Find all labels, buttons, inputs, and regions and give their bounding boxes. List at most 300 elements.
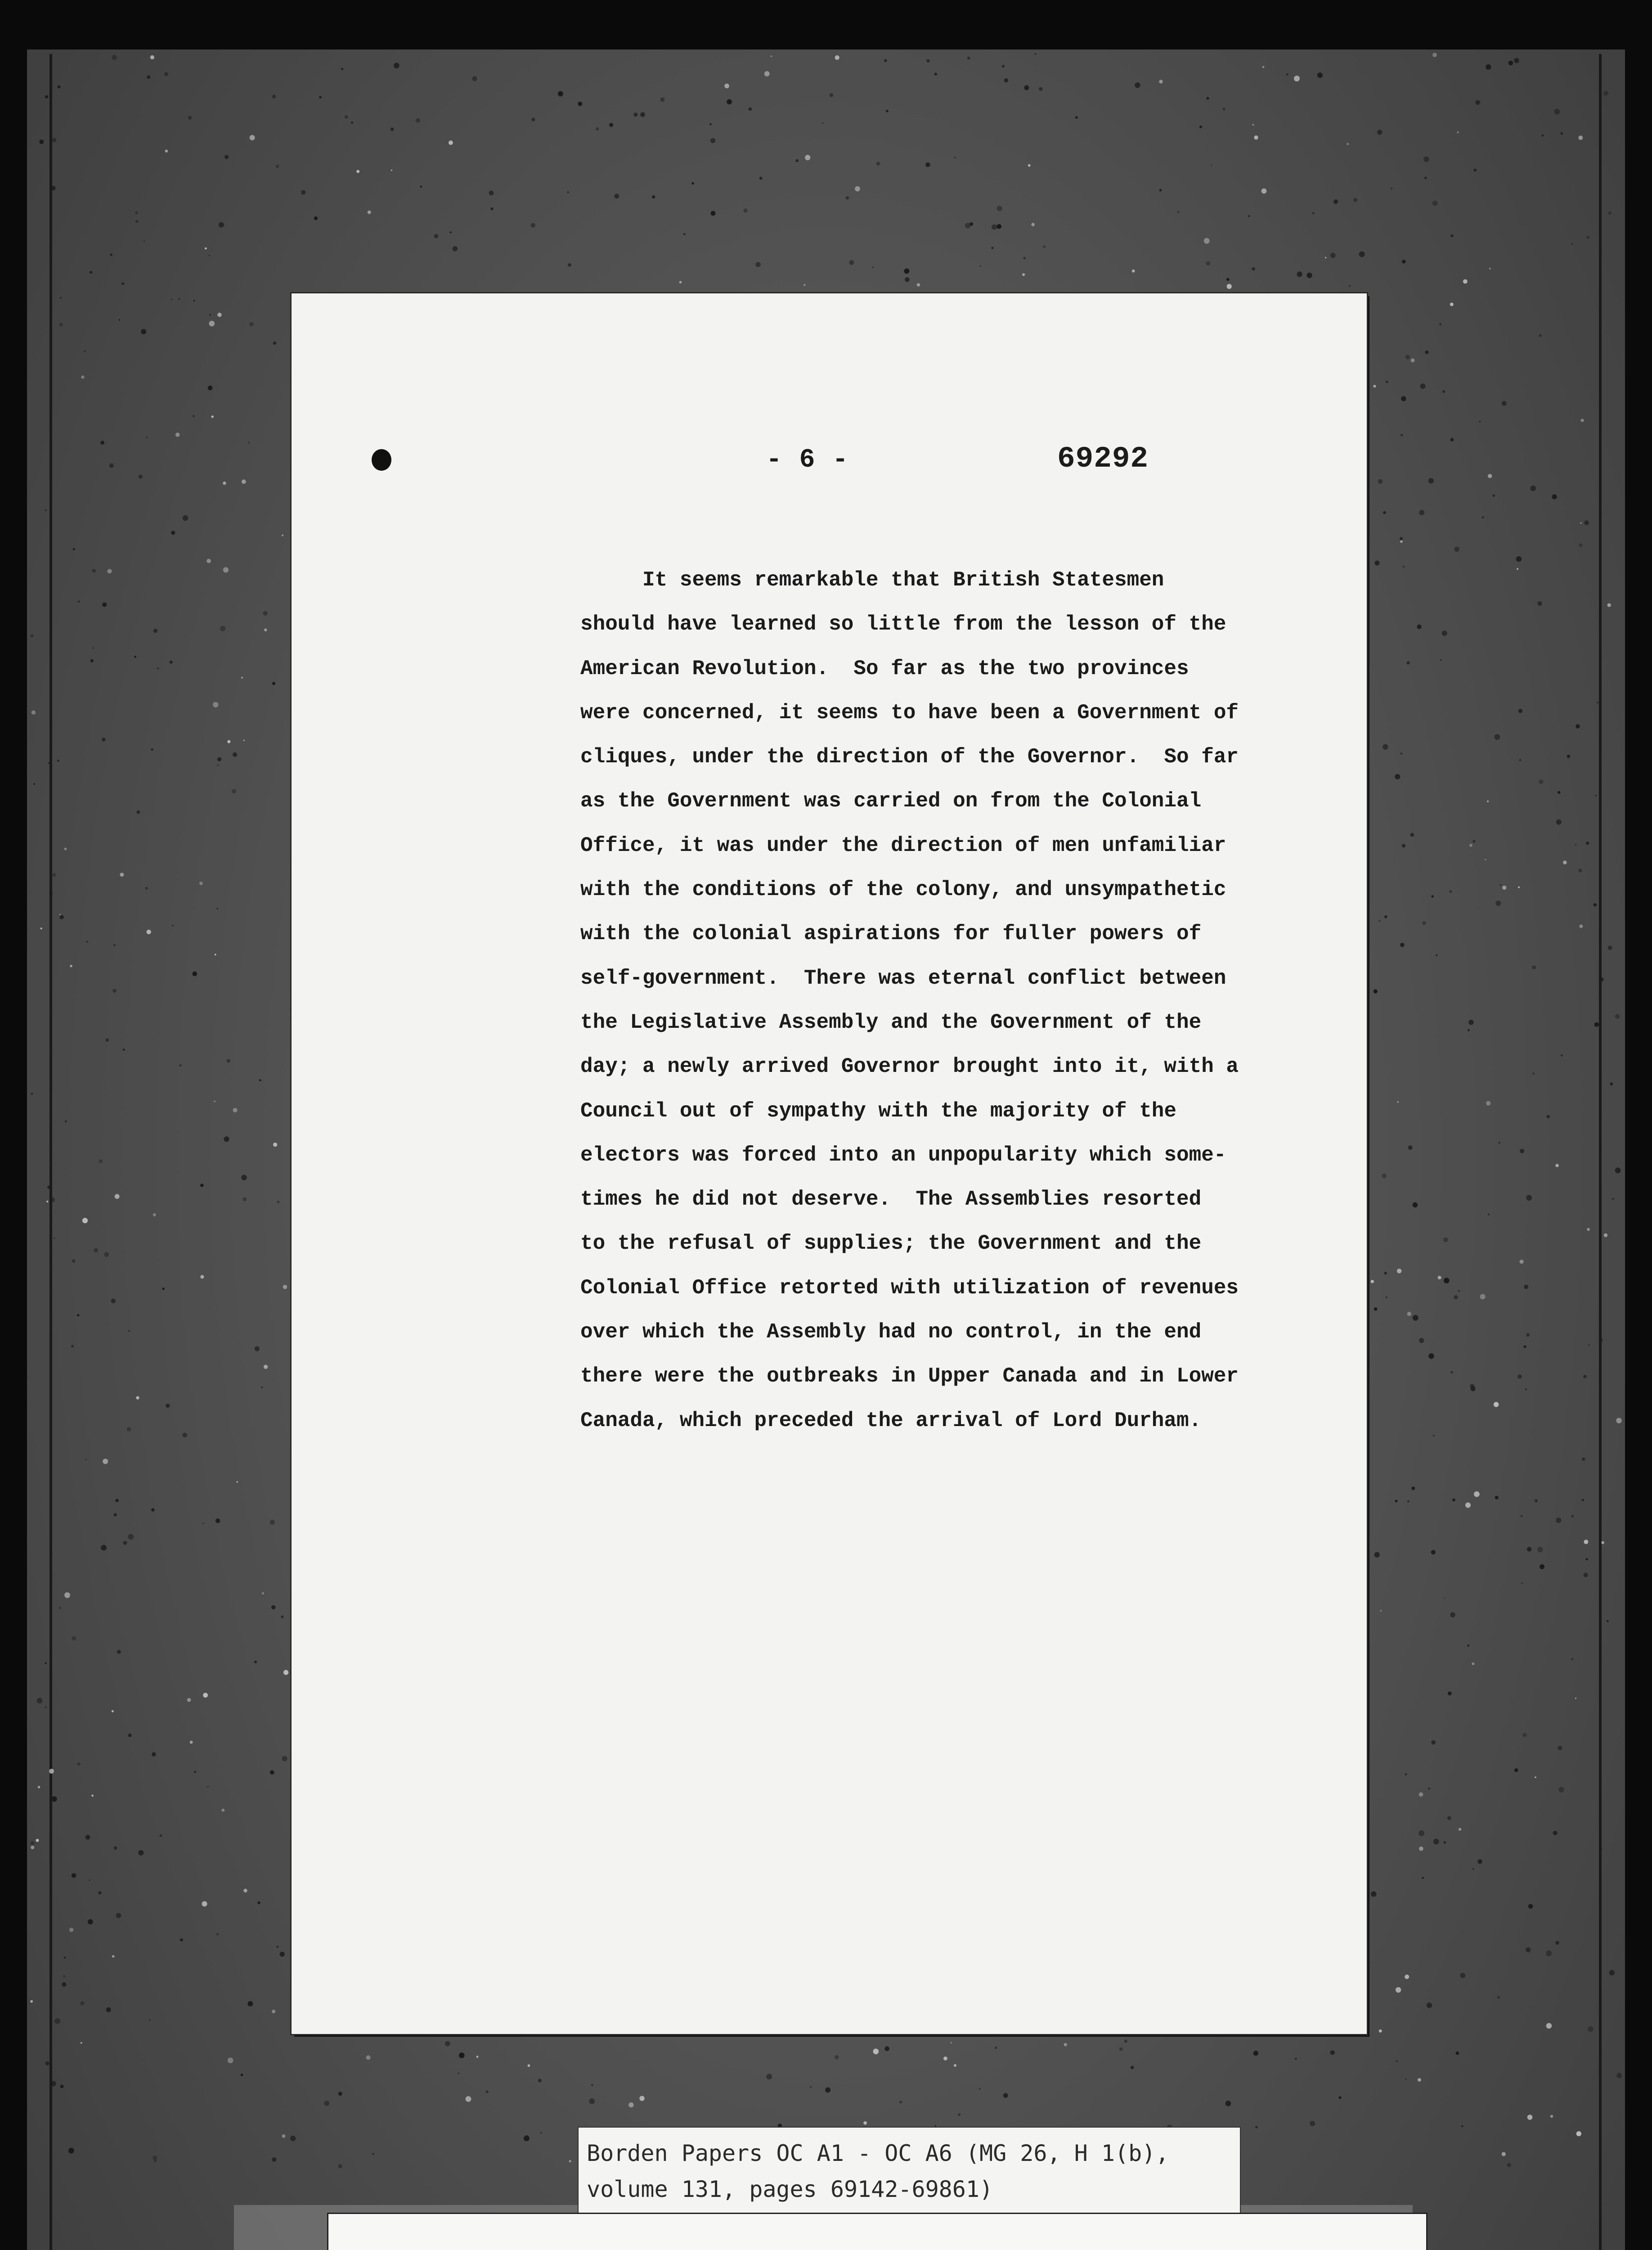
- film-speck: [958, 2113, 961, 2116]
- text-line: times he did not deserve. The Assemblies resorted: [580, 1188, 1202, 1211]
- film-speck: [1024, 257, 1026, 259]
- film-speck: [1454, 547, 1459, 552]
- film-speck: [873, 2049, 879, 2055]
- film-speck: [835, 55, 839, 60]
- film-speck: [99, 1891, 102, 1894]
- film-speck: [1588, 2026, 1594, 2032]
- film-speck: [290, 2136, 296, 2141]
- film-speck: [51, 186, 55, 190]
- film-speck: [899, 2101, 902, 2103]
- film-speck: [1035, 53, 1036, 54]
- film-speck: [221, 1809, 224, 1812]
- film-speck: [1586, 1558, 1588, 1560]
- film-speck: [1502, 886, 1506, 890]
- film-speck: [1312, 212, 1315, 214]
- film-speck: [324, 2101, 329, 2106]
- film-speck: [128, 1330, 130, 1332]
- film-speck: [217, 757, 221, 761]
- film-speck: [1499, 884, 1502, 886]
- film-speck: [1516, 556, 1522, 562]
- film-speck: [128, 1534, 134, 1540]
- film-speck: [872, 266, 874, 268]
- film-speck: [223, 482, 226, 485]
- film-speck: [1371, 1891, 1376, 1897]
- film-speck: [905, 277, 910, 282]
- film-speck: [992, 224, 997, 230]
- film-speck: [1310, 2121, 1315, 2126]
- film-speck: [1119, 2048, 1123, 2051]
- film-speck: [107, 569, 112, 573]
- film-speck: [965, 223, 970, 228]
- film-speck: [1401, 434, 1403, 436]
- film-speck: [180, 1064, 181, 1066]
- film-speck: [450, 231, 452, 233]
- film-speck: [1397, 1269, 1401, 1273]
- film-speck: [261, 1386, 263, 1389]
- film-speck: [154, 2160, 156, 2162]
- film-speck: [40, 927, 42, 929]
- film-speck: [1248, 215, 1250, 217]
- film-speck: [92, 569, 96, 573]
- film-speck: [314, 216, 318, 220]
- film-speck: [1419, 510, 1424, 515]
- film-speck: [1407, 661, 1410, 664]
- film-speck: [1486, 1101, 1490, 1106]
- film-speck: [1199, 126, 1202, 128]
- film-speck: [356, 170, 359, 173]
- film-speck: [1595, 795, 1597, 796]
- folio-stamp-number: 69292: [1057, 442, 1149, 476]
- film-speck: [1419, 1846, 1423, 1851]
- film-speck: [1330, 253, 1336, 258]
- film-speck: [1584, 520, 1589, 525]
- film-speck: [1408, 1145, 1413, 1150]
- film-speck: [796, 159, 799, 162]
- film-speck: [1578, 135, 1583, 140]
- film-speck: [213, 702, 218, 707]
- film-speck: [1419, 1830, 1424, 1836]
- film-speck: [220, 626, 225, 631]
- film-speck: [203, 1693, 208, 1698]
- film-speck: [1608, 945, 1612, 950]
- film-speck: [1571, 1658, 1573, 1660]
- film-speck: [1615, 1014, 1620, 1019]
- film-speck: [935, 2125, 937, 2127]
- film-speck: [445, 2041, 450, 2047]
- film-speck: [589, 2098, 595, 2104]
- film-speck: [1450, 438, 1454, 441]
- film-speck: [37, 1698, 42, 1703]
- film-speck: [391, 170, 392, 171]
- film-speck: [954, 2064, 956, 2067]
- film-speck: [1436, 954, 1437, 956]
- film-speck: [1252, 124, 1254, 126]
- film-speck: [277, 1201, 279, 1203]
- film-speck: [1400, 540, 1403, 543]
- film-speck: [476, 2056, 479, 2058]
- film-speck: [1563, 860, 1567, 864]
- film-speck: [137, 810, 140, 814]
- film-speck: [1444, 1278, 1450, 1283]
- film-speck: [301, 190, 305, 194]
- film-speck: [104, 1252, 109, 1257]
- film-speck: [64, 1957, 66, 1959]
- film-speck: [1227, 284, 1232, 289]
- film-speck: [967, 57, 970, 60]
- film-speck: [110, 253, 112, 256]
- film-speck: [128, 1733, 132, 1737]
- film-speck: [855, 186, 860, 192]
- film-speck: [615, 194, 620, 199]
- film-speck: [531, 223, 535, 228]
- film-speck: [351, 122, 353, 124]
- film-speck: [1539, 779, 1543, 784]
- film-speck: [1432, 201, 1438, 206]
- film-speck: [1438, 1276, 1441, 1279]
- film-speck: [1558, 791, 1560, 794]
- film-speck: [153, 1213, 156, 1216]
- film-speck: [926, 59, 929, 63]
- film-speck: [135, 220, 139, 223]
- film-speck: [171, 299, 172, 300]
- text-line: American Revolution. So far as the two provinces: [580, 657, 1189, 680]
- film-speck: [1468, 1029, 1470, 1032]
- film-speck: [45, 1706, 47, 1708]
- film-speck: [1261, 189, 1267, 194]
- film-speck: [248, 2001, 253, 2007]
- film-speck: [50, 1197, 55, 1202]
- film-speck: [1567, 755, 1570, 758]
- film-speck: [1386, 1296, 1387, 1298]
- film-speck: [283, 1285, 287, 1289]
- film-speck: [1349, 285, 1351, 287]
- film-speck: [31, 711, 36, 715]
- film-speck: [1461, 2125, 1463, 2127]
- film-speck: [338, 2164, 342, 2168]
- film-speck: [106, 2007, 111, 2012]
- film-speck: [272, 2010, 275, 2013]
- film-speck: [232, 789, 236, 793]
- text-line: cliques, under the direction of the Governor. So far: [580, 745, 1239, 769]
- film-speck: [1456, 2052, 1459, 2055]
- text-line: Canada, which preceded the arrival of Lord Durham.: [580, 1408, 1202, 1432]
- film-speck: [1419, 1338, 1424, 1343]
- film-speck: [52, 138, 57, 142]
- film-speck: [1411, 358, 1415, 362]
- film-speck: [472, 76, 477, 81]
- film-speck: [1333, 199, 1338, 204]
- film-speck: [1439, 323, 1441, 325]
- film-speck: [1558, 1746, 1562, 1750]
- film-speck: [112, 989, 117, 993]
- film-speck: [1576, 2131, 1581, 2136]
- text-line: with the conditions of the colony, and unsympathetic: [580, 878, 1226, 902]
- film-speck: [1615, 1168, 1621, 1174]
- film-speck: [679, 281, 682, 284]
- film-speck: [528, 2064, 530, 2067]
- film-speck: [1586, 236, 1589, 239]
- film-speck: [136, 1396, 139, 1400]
- film-speck: [117, 1650, 121, 1654]
- film-speck: [1508, 61, 1513, 65]
- film-speck: [1374, 561, 1379, 566]
- film-speck: [1286, 73, 1288, 75]
- film-speck: [193, 415, 195, 417]
- film-speck: [202, 1523, 204, 1525]
- film-speck: [1226, 2101, 1231, 2106]
- film-speck: [980, 266, 981, 267]
- film-speck: [112, 55, 117, 60]
- film-speck: [1402, 260, 1405, 263]
- film-speck: [886, 110, 889, 112]
- film-speck: [884, 2046, 889, 2051]
- film-speck: [1402, 844, 1405, 847]
- film-speck: [1384, 915, 1387, 918]
- film-speck: [1537, 1547, 1543, 1552]
- film-speck: [233, 752, 237, 757]
- film-speck: [596, 127, 599, 130]
- film-speck: [995, 2047, 997, 2049]
- film-speck: [153, 2156, 157, 2160]
- film-speck: [1253, 2051, 1258, 2056]
- film-speck: [1377, 130, 1382, 135]
- film-speck: [77, 1314, 79, 1316]
- film-speck: [950, 2042, 952, 2044]
- film-speck: [92, 647, 94, 649]
- film-speck: [1418, 2078, 1421, 2082]
- film-speck: [77, 1762, 81, 1766]
- film-speck: [39, 140, 44, 144]
- film-speck: [1494, 1402, 1499, 1407]
- film-speck: [1159, 80, 1163, 83]
- film-speck: [1520, 1149, 1524, 1153]
- film-speck: [1458, 1290, 1460, 1292]
- film-speck: [90, 271, 92, 274]
- film-speck: [138, 1850, 144, 1855]
- film-speck: [209, 255, 210, 256]
- film-speck: [1527, 2115, 1533, 2120]
- film-speck: [524, 2135, 530, 2141]
- film-speck: [943, 2056, 947, 2061]
- film-speck: [1473, 169, 1477, 172]
- film-speck: [255, 1346, 260, 1351]
- film-speck: [876, 162, 880, 166]
- text-line: with the colonial aspirations for fuller powers of: [580, 922, 1202, 946]
- film-speck: [1586, 842, 1589, 845]
- film-speck: [69, 1928, 73, 1932]
- film-speck: [257, 1901, 260, 1904]
- film-speck: [1422, 921, 1426, 925]
- film-speck: [683, 233, 685, 235]
- film-speck: [1599, 1338, 1603, 1342]
- film-speck: [1532, 1072, 1535, 1075]
- film-speck: [64, 1592, 70, 1598]
- film-speck: [81, 375, 84, 378]
- film-speck: [121, 282, 124, 285]
- film-speck: [1555, 1164, 1559, 1167]
- film-speck: [1374, 1307, 1377, 1310]
- film-speck: [1540, 1564, 1544, 1569]
- film-speck: [243, 1889, 247, 1892]
- film-speck: [175, 432, 180, 436]
- film-speck: [1442, 630, 1447, 636]
- text-line: Office, it was under the direction of men unfamiliar: [580, 833, 1226, 857]
- film-speck: [1405, 2079, 1407, 2080]
- film-speck: [1433, 1839, 1439, 1845]
- film-speck: [1419, 1792, 1423, 1797]
- film-speck: [1582, 1499, 1584, 1501]
- film-speck: [31, 1841, 34, 1845]
- film-speck: [180, 1938, 183, 1941]
- film-speck: [1450, 234, 1453, 237]
- film-speck: [150, 55, 154, 59]
- film-speck: [1262, 66, 1265, 68]
- film-speck: [1526, 1947, 1531, 1952]
- film-speck: [211, 415, 214, 418]
- film-speck: [134, 656, 136, 658]
- film-speck: [1410, 833, 1414, 837]
- film-speck: [1518, 886, 1520, 888]
- film-speck: [1582, 1458, 1585, 1461]
- film-speck: [217, 765, 219, 766]
- film-speck: [99, 1159, 103, 1163]
- film-speck: [1525, 1388, 1527, 1390]
- film-speck: [115, 1499, 119, 1503]
- film-speck: [1447, 1816, 1451, 1820]
- film-speck: [1457, 131, 1459, 133]
- film-speck: [1522, 1733, 1526, 1737]
- film-speck: [109, 464, 114, 468]
- film-speck: [241, 2074, 243, 2076]
- text-line: the Legislative Assembly and the Government of the: [580, 1010, 1202, 1034]
- film-speck: [71, 1345, 74, 1348]
- film-speck: [1371, 1280, 1374, 1283]
- film-speck: [242, 480, 246, 484]
- film-speck: [1449, 890, 1452, 893]
- film-speck: [160, 1834, 162, 1837]
- film-speck: [1028, 164, 1031, 167]
- film-speck: [200, 1184, 203, 1187]
- film-speck: [45, 1662, 47, 1665]
- film-speck: [259, 1079, 261, 1081]
- film-speck: [73, 548, 75, 550]
- film-speck: [1469, 844, 1472, 847]
- film-speck: [30, 634, 33, 637]
- film-speck: [60, 297, 62, 299]
- film-speck: [1588, 1344, 1589, 1346]
- film-speck: [1518, 709, 1522, 713]
- film-speck: [65, 1120, 67, 1123]
- film-speck: [727, 99, 732, 104]
- film-speck: [273, 342, 276, 345]
- film-speck: [1474, 1491, 1480, 1497]
- film-speck: [1616, 2073, 1622, 2078]
- film-speck: [64, 848, 67, 850]
- film-speck: [236, 1481, 238, 1483]
- film-speck: [391, 128, 394, 131]
- film-speck: [1454, 1295, 1458, 1299]
- film-speck: [639, 2096, 644, 2101]
- film-speck: [449, 140, 453, 145]
- film-speck: [272, 682, 275, 685]
- film-speck: [1396, 2060, 1398, 2062]
- film-speck: [1546, 2023, 1552, 2029]
- film-speck: [766, 2074, 772, 2079]
- film-speck: [1384, 1272, 1387, 1274]
- film-speck: [1578, 868, 1582, 872]
- film-speck: [135, 211, 138, 214]
- film-speck: [1431, 1550, 1436, 1554]
- film-speck: [1488, 1213, 1490, 1215]
- film-speck: [112, 1710, 114, 1712]
- film-speck: [1330, 2050, 1335, 2055]
- film-speck: [277, 1946, 278, 1948]
- film-speck: [749, 108, 752, 111]
- film-speck: [123, 1048, 125, 1051]
- film-speck: [954, 157, 956, 158]
- film-speck: [172, 925, 174, 927]
- film-speck: [60, 2085, 64, 2088]
- film-speck: [458, 2073, 459, 2074]
- film-speck: [578, 102, 582, 106]
- film-speck: [709, 123, 712, 126]
- film-speck: [1542, 135, 1544, 136]
- film-speck: [1530, 486, 1536, 491]
- film-speck: [538, 2079, 542, 2083]
- film-speck: [1401, 752, 1403, 755]
- film-speck: [338, 2092, 342, 2096]
- film-speck: [1378, 479, 1383, 484]
- film-speck: [1463, 279, 1468, 284]
- film-speck: [1294, 76, 1300, 81]
- film-speck: [162, 1287, 165, 1290]
- film-speck: [569, 2160, 571, 2162]
- film-speck: [233, 1108, 238, 1112]
- film-speck: [1608, 212, 1612, 215]
- film-speck: [1600, 977, 1604, 981]
- film-speck: [1558, 1787, 1564, 1793]
- film-speck: [1444, 1598, 1445, 1599]
- film-speck: [1487, 801, 1489, 802]
- film-speck: [1554, 109, 1560, 115]
- film-speck: [85, 1835, 90, 1840]
- film-speck: [1594, 903, 1597, 906]
- film-speck: [89, 1880, 90, 1881]
- film-speck: [263, 611, 268, 616]
- film-speck: [1514, 58, 1519, 63]
- film-speck: [242, 1197, 247, 1202]
- film-speck: [183, 1433, 188, 1438]
- film-speck: [105, 1038, 108, 1041]
- film-speck: [1561, 1054, 1562, 1056]
- film-speck: [1405, 355, 1410, 359]
- film-speck: [248, 442, 250, 444]
- film-speck: [45, 2061, 49, 2066]
- film-speck: [755, 262, 760, 267]
- film-speck: [1427, 2002, 1432, 2008]
- film-speck: [1514, 1768, 1518, 1772]
- film-speck: [72, 1873, 76, 1878]
- film-speck: [1448, 1692, 1452, 1696]
- film-speck: [224, 1136, 229, 1142]
- film-speck: [102, 603, 107, 607]
- film-speck: [120, 873, 124, 877]
- film-speck: [1417, 625, 1422, 629]
- film-speck: [1450, 303, 1454, 306]
- film-speck: [208, 386, 213, 391]
- film-speck: [1405, 1975, 1409, 1979]
- film-speck: [1603, 91, 1608, 96]
